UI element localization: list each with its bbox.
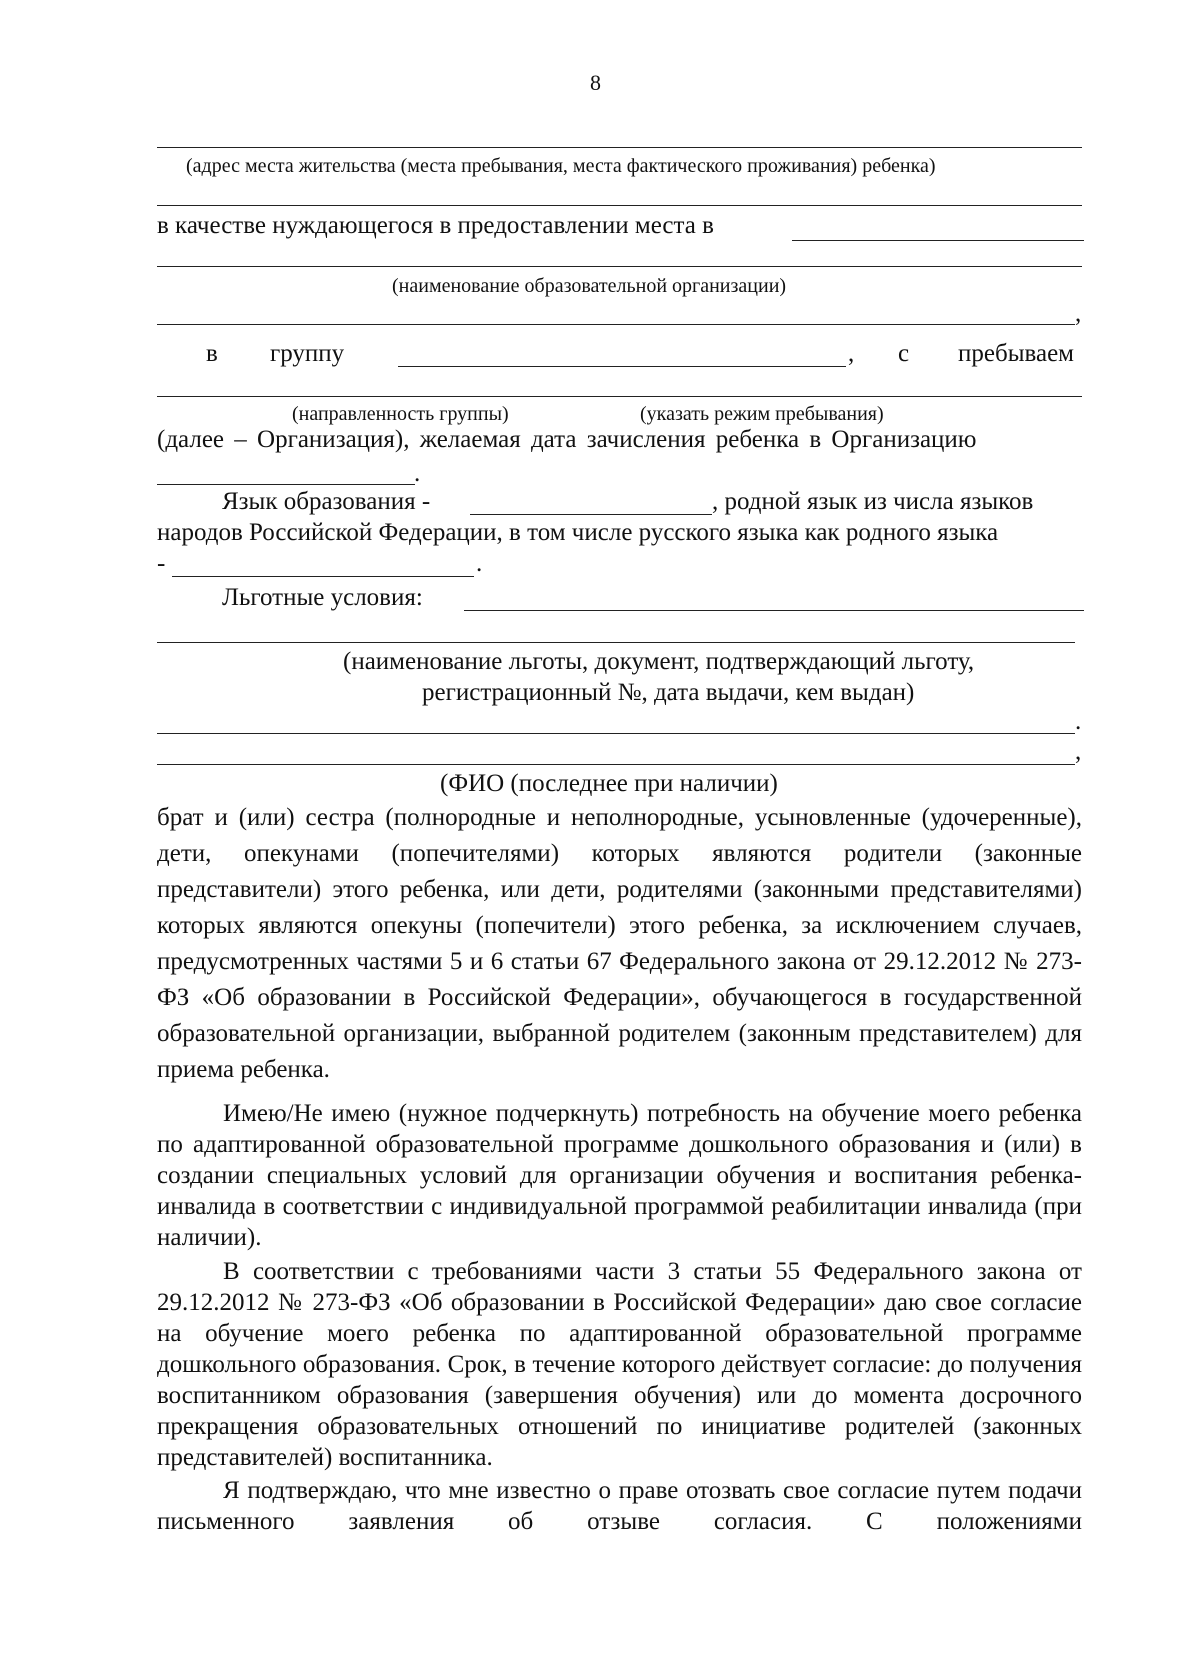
benefit-caption-2: регистрационный №, дата выдачи, кем выдан) (422, 679, 915, 706)
address-line-2 (157, 205, 1082, 206)
need-place-text: в качестве нуждающегося в предоставлении места в (157, 212, 714, 239)
comma-mark: , (1075, 300, 1082, 327)
organization-after-text: (далее – Организация), желаемая дата зачисления ребенка в Организацию (157, 426, 977, 453)
benefits-blank (464, 610, 1084, 611)
need-place-blank (792, 240, 1084, 241)
group-blank (398, 366, 846, 367)
group-word: группу (270, 340, 345, 367)
group-v: в (206, 340, 218, 367)
native-blank (172, 576, 474, 577)
benefits-line-2 (157, 642, 1075, 643)
organization-caption: (наименование образовательной организации) (392, 275, 787, 297)
group-s: с (898, 340, 910, 367)
benefit-line-3-period: . (1075, 708, 1082, 735)
organization-line-2 (157, 324, 1075, 325)
withdraw-text: Я подтверждаю, что мне известно о праве отозвать свое согласие путем подачи письменного заявления об отзыве согласия. С положениями (157, 1477, 1082, 1535)
consent-paragraph (157, 1256, 1082, 1473)
stay-mode-caption: (указать режим пребывания) (640, 403, 884, 425)
consent-text: В соответствии с требованиями части 3 статьи 55 Федерального закона от 29.12.2012 № 273-ФЗ «Об образовании в Российской Федерации» даю свое согласие на обучение моего ребенка по адаптированной образовательной программе дошкольного образования. Срок, в течение которого действует согласие: до получения воспитанником образования (завершения обучения) или до момента досрочного прекращения образовательных отношений по инициативе родителей (законных представителей) воспитанника. (157, 1258, 1082, 1471)
benefit-line-4 (157, 764, 1075, 765)
date-period: . (414, 460, 421, 487)
language-after: , родной язык из числа языков (712, 488, 1034, 515)
native-period: . (476, 550, 483, 577)
date-blank (157, 484, 415, 485)
fio-caption: (ФИО (последнее при наличии) (440, 770, 778, 797)
group-line-2 (157, 396, 1082, 397)
adapted-paragraph (157, 1098, 1082, 1253)
address-caption: (адрес места жительства (места пребывания, места фактического проживания) ребенка) (186, 155, 936, 177)
address-line (157, 147, 1082, 148)
benefit-line-3 (157, 733, 1075, 734)
page-number: 8 (590, 70, 601, 95)
language-blank (470, 514, 712, 515)
benefit-caption-1: (наименование льготы, документ, подтверждающий льготу, (343, 648, 975, 675)
native-dash: - (157, 550, 166, 577)
siblings-paragraph (157, 800, 1082, 1088)
withdraw-paragraph (157, 1475, 1082, 1537)
benefit-line-4-comma: , (1075, 738, 1082, 765)
group-direction-caption: (направленность группы) (292, 403, 509, 425)
siblings-text: брат и (или) сестра (полнородные и неполнородные, усыновленные (удочеренные), дети, опекунами (попечителями) которых являются родители (законные представители) этого ребенка, или дети, родителями (законными представителями) которых являются опекуны (попечители) этого ребенка, за исключением случаев, предусмотренных частями 5 и 6 статьи 67 Федерального закона от 29.12.2012 № 273-ФЗ «Об образовании в Российской Федерации», обучающегося в государственной образовательной организации, выбранной родителем (законным представителем) для приема ребенка. (157, 804, 1082, 1083)
need-adapted-text: Имею/Не имею (нужное подчеркнуть) потребность на обучение моего ребенка по адаптированной образовательной программе дошкольного образования и (или) в создании специальных условий для организации обучения и воспитания ребенка-инвалида в соответствии с индивидуальной программой реабилитации инвалида (при наличии). (157, 1100, 1082, 1251)
benefits-label: Льготные условия: (222, 584, 423, 611)
group-comma: , (848, 340, 855, 367)
group-stay: пребываем (958, 340, 1074, 367)
language-line2: народов Российской Федерации, в том числе русского языка как родного языка (157, 519, 999, 546)
language-label: Язык образования - (222, 488, 431, 515)
organization-line (157, 266, 1082, 267)
